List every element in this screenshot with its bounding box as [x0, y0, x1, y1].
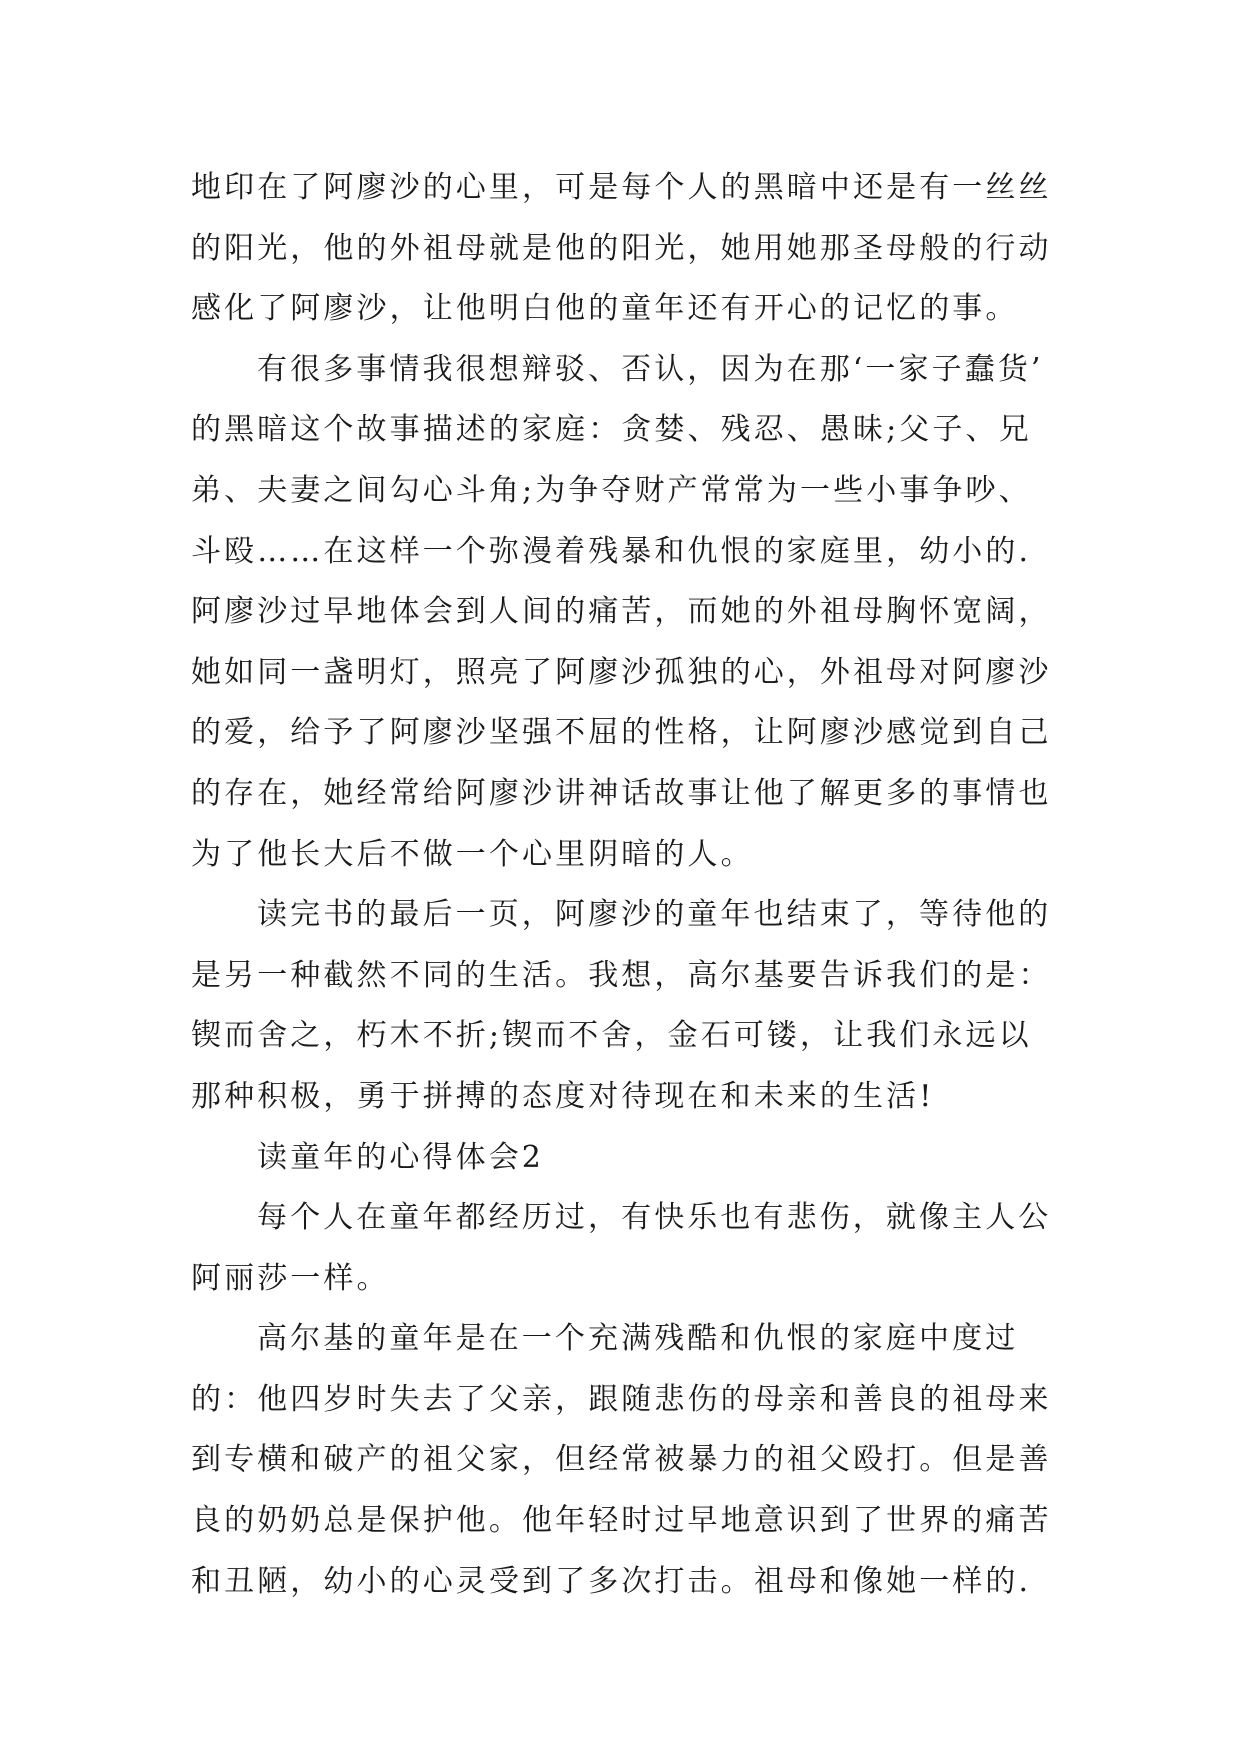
text-line: 良的奶奶总是保护他。他年轻时过早地意识到了世界的痛苦 [191, 1503, 1052, 1539]
text-line: 高尔基的童年是在一个充满残酷和仇恨的家庭中度过 [257, 1321, 1019, 1357]
body-text [191, 158, 1071, 1612]
text-line: 阿廖沙过早地体会到人间的痛苦，而她的外祖母胸怀宽阔， [191, 594, 1052, 630]
text-line: 到专横和破产的祖父家，但经常被暴力的祖父殴打。但是善 [191, 1442, 1052, 1478]
text-line: 的存在，她经常给阿廖沙讲神话故事让他了解更多的事情也 [191, 775, 1052, 811]
text-line: 弟、夫妻之间勾心斗角;为争夺财产常常为一些小事争吵、 [191, 472, 1032, 508]
text-line: 锲而舍之，朽木不折;锲而不舍，金石可镂，让我们永远以 [191, 1018, 1032, 1054]
text-line: 读完书的最后一页，阿廖沙的童年也结束了，等待他的 [257, 897, 1052, 933]
text-line: 的黑暗这个故事描述的家庭：贪婪、残忍、愚昧;父子、兄 [191, 412, 1032, 448]
text-line: 的爱，给予了阿廖沙坚强不屈的性格，让阿廖沙感觉到自己 [191, 715, 1052, 751]
text-line: 感化了阿廖沙，让他明白他的童年还有开心的记忆的事。 [191, 291, 1019, 327]
text-line: 是另一种截然不同的生活。我想，高尔基要告诉我们的是： [191, 957, 1052, 993]
text-line: 读童年的心得体会2 [257, 1139, 544, 1175]
text-line: 的阳光，他的外祖母就是他的阳光，她用她那圣母般的行动 [191, 230, 1052, 266]
text-line: 有很多事情我很想辩驳、否认，因为在那‘一家子蠢货’ [257, 351, 1044, 387]
text-line: 的：他四岁时失去了父亲，跟随悲伤的母亲和善良的祖母来 [191, 1381, 1052, 1417]
text-line: 阿丽莎一样。 [191, 1260, 390, 1296]
text-line: 那种积极，勇于拼搏的态度对待现在和未来的生活! [191, 1078, 935, 1114]
text-line: 地印在了阿廖沙的心里，可是每个人的黑暗中还是有一丝丝 [191, 170, 1052, 205]
text-line: 斗殴……在这样一个弥漫着残暴和仇恨的家庭里，幼小的. [191, 533, 1032, 569]
text-line: 每个人在童年都经历过，有快乐也有悲伤，就像主人公 [257, 1200, 1052, 1236]
text-line: 为了他长大后不做一个心里阴暗的人。 [191, 836, 754, 872]
text-line: 和丑陋，幼小的心灵受到了多次打击。祖母和像她一样的. [191, 1563, 1032, 1599]
text-line: 她如同一盏明灯，照亮了阿廖沙孤独的心，外祖母对阿廖沙 [191, 654, 1052, 690]
